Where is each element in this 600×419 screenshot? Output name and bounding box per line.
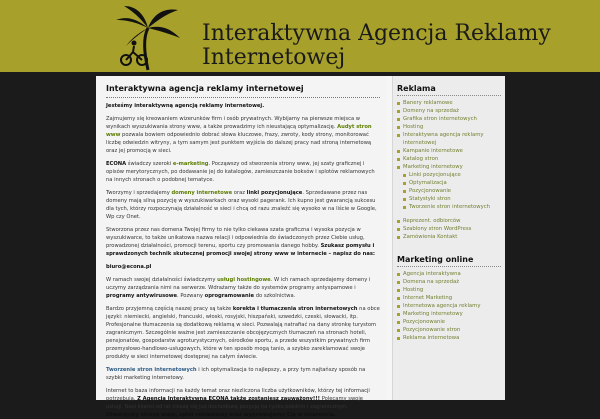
sidebar-link[interactable]: Tworzenie stron internetowych bbox=[397, 203, 505, 211]
sidebar-link[interactable]: Zamówienia Kontakt bbox=[397, 233, 505, 241]
sidebar-link[interactable]: Pozycjonowanie bbox=[397, 318, 505, 326]
sidebar-link[interactable]: Katalog stron bbox=[397, 155, 505, 163]
sidebar-heading-reklama: Reklama bbox=[397, 84, 501, 96]
emarketing-link[interactable]: e-marketing bbox=[172, 161, 209, 167]
sidebar-link[interactable]: Statystyki stron bbox=[397, 195, 505, 203]
sidebar-link[interactable]: Reklama internetowa bbox=[397, 334, 505, 342]
closing-paragraph: Internet to baza informacji na każdy temat oraz niezliczona liczba użytkowników, którzy tej informacji potrzebują. Z Agencją Interaktywną ECONA także zostaniesz zauważony!!! Polecamy swoje usługi. Nasi klienci od lat cieszą się już dochodową pozycją na rynku polskim i zagranicznym. Utworzymy stronę www, splot reklamowy oraz wypromujemy Cię w internecie. bbox=[106, 388, 370, 418]
domains-paragraph: Tworzymy i sprzedajemy domeny internetowe oraz linki pozycjonujące. Sprzedawane przez nas domeny mają silną pozycję w wyszukiwarkach oraz wysoki pagerank. Ich kupno jest gwarancją sukcesu dla tych, którzy rozpoczynają działalność w sieci i chcą od razu znaleźć się wysoko w na liście w Google, Wp czy Onet. bbox=[106, 190, 377, 220]
sidebar-link[interactable]: Internetowa agencja reklamy bbox=[397, 302, 505, 310]
sidebar-link[interactable]: Szablony stron WordPress bbox=[397, 225, 505, 233]
sidebar-link[interactable]: Internet Marketing bbox=[397, 294, 505, 302]
page-wrapper bbox=[96, 76, 504, 418]
sidebar-link[interactable]: Domeny na sprzedaż bbox=[397, 107, 505, 115]
hosting-link[interactable]: usługi hostingowe bbox=[217, 277, 271, 283]
palm-tree-cyclist-logo bbox=[96, 2, 196, 70]
audit-link[interactable]: Audyt stron www bbox=[106, 124, 372, 138]
site-title[interactable]: Interaktywna Agencja Reklamy Internetowej bbox=[202, 21, 551, 70]
sidebar bbox=[392, 76, 505, 400]
main-content bbox=[96, 76, 386, 418]
sidebar-link[interactable]: Marketing internetowy bbox=[397, 163, 505, 171]
site-header bbox=[0, 0, 600, 72]
sidebar-link[interactable]: Kampanie internetowe bbox=[397, 147, 505, 155]
sidebar-link[interactable]: Agencja interaktywna bbox=[397, 270, 505, 278]
hosting-paragraph: W ramach swojej działalności świadczymy usługi hostingowe. W ich ramach sprzedajemy domeny i uczymy zarządzania nimi na serwerze. Wdrażamy także do systemów programy antyspamowe i programy antywirusowe. Pozwany oprogramowanie do szkolnictwa. bbox=[106, 277, 371, 299]
page-title: Interaktywna agencja reklamy internetowej bbox=[106, 84, 380, 98]
intro-paragraph: Jesteśmy interaktywną agencją reklamy internetowej. bbox=[106, 103, 265, 109]
web-design-link[interactable]: Tworzenie stron internetowych bbox=[106, 367, 197, 373]
sidebar-link[interactable]: Interaktywna agencja reklamy internetowej bbox=[397, 131, 505, 147]
sidebar-link[interactable]: Marketing internetowy bbox=[397, 310, 505, 318]
sidebar-link[interactable]: Hosting bbox=[397, 123, 505, 131]
contact-email[interactable]: biuro@econa.pl bbox=[106, 264, 152, 270]
sidebar-link[interactable]: Optymalizacja bbox=[397, 179, 505, 187]
sidebar-list-marketing bbox=[393, 270, 505, 342]
sidebar-link[interactable]: Pozycjonowanie bbox=[397, 187, 505, 195]
sidebar-link[interactable]: Domena na sprzedaż bbox=[397, 278, 505, 286]
sidebar-list-reklama bbox=[393, 99, 505, 241]
sidebar-link[interactable]: Hosting bbox=[397, 286, 505, 294]
sidebar-link[interactable]: Linki pozycjonujące bbox=[397, 171, 505, 179]
sidebar-link[interactable]: Banery reklamowe bbox=[397, 99, 505, 107]
domains-link[interactable]: domeny internetowe bbox=[171, 190, 233, 196]
sidebar-link[interactable]: Reprezent. odbiorców bbox=[397, 217, 505, 225]
translation-paragraph: Bardzo przyjemną częścią naszej pracy są także korekta i tłumaczenia stron internetowych na obce języki: niemiecki, angielski, francuski, włoski, rosyjski, hiszpański, szwedzki, czeski, słowacki, itp. Profesjonalne tłumaczenia są dodatkową reklamą w sieci. Pozwalają natrafiać na dany stronkę turystom zagranicznym. Szczególnie ważne jest zamieszczanie obcojęzycznych tłumaczeń na stronach hoteli, pensjonatów, gospodarstw agroturystycznych, ośrodków sportu, a przede wszystkim prywatnych firm przemysłowo-handlowo-usługowych, które w ten sposób mogą tanio, a szybko zareklamować swoje produkty w sieci internetowej dostępnej na całym świecie. bbox=[106, 306, 380, 360]
emarketing-paragraph: ECONA świadczy szeroki e-marketing. Począwszy od stworzenia strony www, jej szaty graficznej i opisów merytorycznych, po dodawanie jej do katalogów, zamieszczanie boksów i splotów reklamowych na innych stronach o podobnej tematyce. bbox=[106, 161, 375, 183]
branding-paragraph: Stworzona przez nas domena Twojej firmy to nie tylko ciekawa szata graficzna i wysoka pozycja w wyszukiwarce, to także unikatowa nazwa relacji i odpowiednia do świadczonych przez Ciebie usług, prowadzonej działalności, promocji terenu, sportu czy promowania danego hobby. Szukasz pomysłu i sprawdzonych technik skutecznej promocji swojej strony www w internecie – napisz do nas: bbox=[106, 227, 375, 257]
sidebar-heading-marketing: Marketing online bbox=[397, 255, 501, 267]
sidebar-link[interactable]: Grafika stron internetowych bbox=[397, 115, 505, 123]
sidebar-link[interactable]: Pozycjonowanie stron bbox=[397, 326, 505, 334]
seo-paragraph: Zajmujemy się kreowaniem wizerunków firm i osób prywatnych. Wybijamy na pierwsze miejsca w wynikach wyszukiwania strony www, a także prowadzimy ich nieustającą optymalizację. Audyt stron www pozwala bowiem odpowiednio dobrać słowa kluczowe, frazy, zwroty, kody strony, monitorować liczbę odwiedzin witryny, a tym samym jest punktem wyjścia do dalszej pracy nad stroną internetową oraz jej promocją w sieci. bbox=[106, 116, 372, 154]
web-design-paragraph: Tworzenie stron internetowych i ich optymalizacja to najlepszy, a przy tym najtańszy sposób na szybki marketing internetowy. bbox=[106, 367, 366, 381]
